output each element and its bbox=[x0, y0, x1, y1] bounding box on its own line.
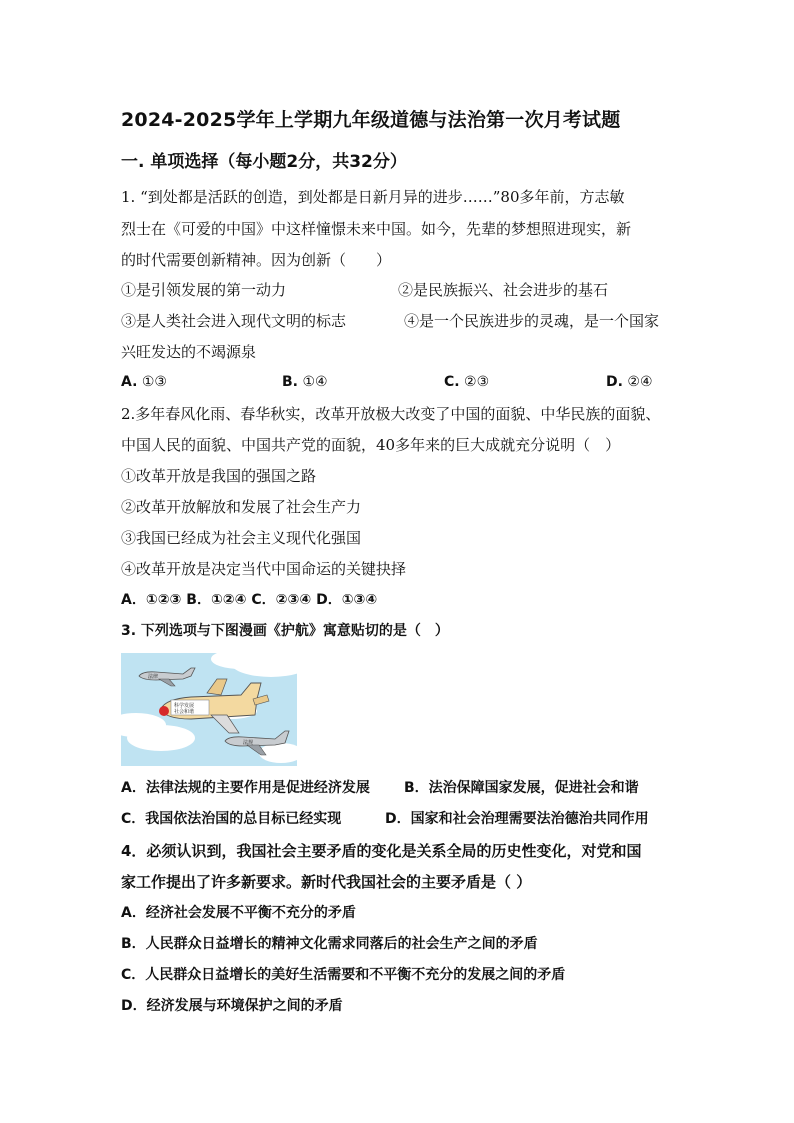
exam-title: 2024-2025学年上学期九年级道德与法治第一次月考试题 bbox=[121, 109, 621, 131]
q3-option-a[interactable]: A．法律法规的主要作用是促进经济发展 bbox=[121, 780, 370, 796]
q1-option-a[interactable]: A. ①③ bbox=[121, 374, 167, 390]
q1-stem-line-3: 的时代需要创新精神。因为创新（ ） bbox=[121, 251, 392, 269]
q3-option-c[interactable]: C．我国依法治国的总目标已经实现 bbox=[121, 811, 342, 827]
q4-option-a[interactable]: A．经济社会发展不平衡不充分的矛盾 bbox=[121, 905, 356, 921]
q3-stem: 3. 下列选项与下图漫画《护航》寓意贴切的是（ ） bbox=[121, 623, 449, 639]
bottom-plane-label: 法规 bbox=[243, 740, 254, 746]
q3-option-d[interactable]: D．国家和社会治理需要法治德治共同作用 bbox=[385, 811, 649, 827]
q1-statement-4: ④是一个民族进步的灵魂，是一个国家 bbox=[404, 312, 660, 330]
q4-option-d[interactable]: D．经济发展与环境保护之间的矛盾 bbox=[121, 998, 343, 1014]
q4-option-c[interactable]: C．人民群众日益增长的美好生活需要和不平衡不充分的发展之间的矛盾 bbox=[121, 967, 566, 983]
q1-statement-3: ③是人类社会进入现代文明的标志 bbox=[121, 312, 347, 330]
q3-option-b[interactable]: B．法治保障国家发展，促进社会和谐 bbox=[404, 780, 639, 796]
main-plane-label-2: 社会和谐 bbox=[174, 709, 195, 715]
q1-statement-1: ①是引领发展的第一动力 bbox=[121, 281, 287, 299]
q4-stem-line-2: 家工作提出了许多新要求。新时代我国社会的主要矛盾是（ ） bbox=[121, 873, 532, 891]
q1-statement-2: ②是民族振兴、社会进步的基石 bbox=[398, 281, 609, 299]
q2-statement-4: ④改革开放是决定当代中国命运的关键抉择 bbox=[121, 560, 407, 578]
main-plane-label-1: 科学发展 bbox=[174, 703, 195, 709]
q1-option-c[interactable]: C. ②③ bbox=[444, 374, 490, 390]
q2-stem-line-2: 中国人民的面貌、中国共产党的面貌，40多年来的巨大成就充分说明（ ） bbox=[121, 436, 621, 454]
q4-stem-line-1: 4．必须认识到，我国社会主要矛盾的变化是关系全局的历史性变化，对党和国 bbox=[121, 842, 642, 860]
q1-option-b[interactable]: B. ①④ bbox=[282, 374, 328, 390]
q1-option-d[interactable]: D. ②④ bbox=[606, 374, 653, 390]
q2-options[interactable]: A．①②③ B．①②④ C．②③④ D．①③④ bbox=[121, 592, 378, 608]
q4-option-b[interactable]: B．人民群众日益增长的精神文化需求同落后的社会生产之间的矛盾 bbox=[121, 936, 538, 952]
q1-statement-4-cont: 兴旺发达的不竭源泉 bbox=[121, 343, 257, 361]
q2-statement-1: ①改革开放是我国的强国之路 bbox=[121, 467, 317, 485]
q2-stem-line-1: 2.多年春风化雨、春华秋实，改革开放极大改变了中国的面貌、中华民族的面貌、 bbox=[121, 405, 661, 423]
top-plane-label: 法律 bbox=[148, 674, 159, 680]
q1-stem-line-1: 1. “到处都是活跃的创造，到处都是日新月异的进步……”80多年前，方志敏 bbox=[121, 188, 625, 206]
cartoon-image-escort bbox=[121, 653, 297, 766]
q2-statement-3: ③我国已经成为社会主义现代化强国 bbox=[121, 529, 362, 547]
section-heading: 一. 单项选择（每小题2分，共32分） bbox=[121, 152, 407, 172]
q2-statement-2: ②改革开放解放和发展了社会生产力 bbox=[121, 498, 362, 516]
q1-stem-line-2: 烈士在《可爱的中国》中这样憧憬未来中国。如今，先辈的梦想照进现实，新 bbox=[121, 220, 632, 238]
